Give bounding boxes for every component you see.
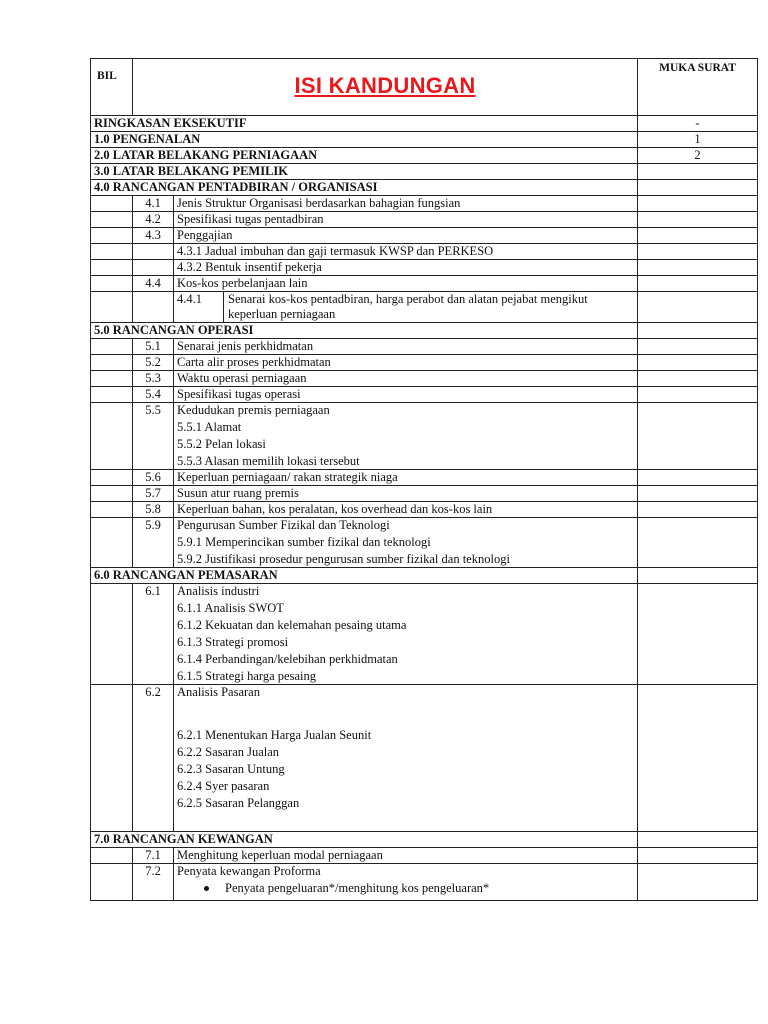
item-text: Carta alir proses perkhidmatan — [174, 355, 638, 371]
page-number: 1 — [638, 132, 758, 148]
sub-item-text: 6.2.5 Sasaran Pelanggan — [177, 796, 300, 810]
toc-row — [91, 584, 758, 685]
bil-header: BIL — [91, 59, 133, 116]
toc-row — [91, 848, 758, 864]
item-text-block — [174, 403, 638, 470]
item-number: 5.4 — [133, 387, 174, 403]
item-text: Analisis industri — [177, 584, 260, 598]
section-label: 5.0 RANCANGAN OPERASI — [91, 323, 638, 339]
sub-item-cell — [174, 292, 638, 323]
item-number: 6.1 — [133, 584, 174, 685]
toc-row — [91, 276, 758, 292]
page-number — [638, 164, 758, 180]
sub-item-text: 6.1.5 Strategi harga pesaing — [177, 669, 316, 683]
section-label: 2.0 LATAR BELAKANG PERNIAGAAN — [91, 148, 638, 164]
spacer — [177, 700, 634, 726]
sub-item-text: 6.1.2 Kekuatan dan kelemahan pesaing utama — [177, 618, 407, 632]
toc-row — [91, 212, 758, 228]
sub-item-text: 5.5.3 Alasan memilih lokasi tersebut — [177, 454, 360, 468]
muka-surat-header: MUKA SURAT — [638, 59, 758, 116]
sub-item-text: 6.1.3 Strategi promosi — [177, 635, 289, 649]
sub-item-text: 4.3.2 Bentuk insentif pekerja — [174, 260, 638, 276]
item-text: Kedudukan premis perniagaan — [177, 403, 330, 417]
page-number — [638, 832, 758, 848]
toc-row — [91, 518, 758, 568]
page-number — [638, 180, 758, 196]
item-number: 4.3 — [133, 228, 174, 244]
item-text: Spesifikasi tugas pentadbiran — [174, 212, 638, 228]
toc-row — [91, 502, 758, 518]
title-cell — [133, 59, 638, 116]
section-label: 1.0 PENGENALAN — [91, 132, 638, 148]
item-number: 5.7 — [133, 486, 174, 502]
item-number: 7.1 — [133, 848, 174, 864]
page-title: ISI KANDUNGAN — [294, 72, 476, 98]
sub-item-text: 5.5.2 Pelan lokasi — [177, 437, 266, 451]
sub-item-text: Senarai kos-kos pentadbiran, harga perabot dan alatan pejabat mengikut keperluan perniagaan — [224, 292, 638, 322]
sub-item-text: 6.2.1 Menentukan Harga Jualan Seunit — [177, 728, 372, 742]
toc-row — [91, 355, 758, 371]
item-number: 5.1 — [133, 339, 174, 355]
item-number: 5.5 — [133, 403, 174, 470]
toc-row — [91, 371, 758, 387]
toc-row-s4 — [91, 180, 758, 196]
item-number: 5.8 — [133, 502, 174, 518]
item-text: Susun atur ruang premis — [174, 486, 638, 502]
item-text-block — [174, 518, 638, 568]
item-number: 4.1 — [133, 196, 174, 212]
sub-item-text: 6.1.1 Analisis SWOT — [177, 601, 284, 615]
item-text: Penggajian — [174, 228, 638, 244]
toc-row — [91, 228, 758, 244]
item-text: Kos-kos perbelanjaan lain — [174, 276, 638, 292]
toc-row-s7 — [91, 832, 758, 848]
page-number: 2 — [638, 148, 758, 164]
sub-item-number: 4.4.1 — [177, 292, 202, 306]
toc-row — [91, 387, 758, 403]
sub-item-text: 6.2.3 Sasaran Untung — [177, 762, 285, 776]
item-text: Analisis Pasaran — [177, 685, 260, 699]
toc-row-s6 — [91, 568, 758, 584]
item-number: 5.9 — [133, 518, 174, 568]
section-label: 4.0 RANCANGAN PENTADBIRAN / ORGANISASI — [91, 180, 638, 196]
header-row — [91, 59, 758, 116]
item-text: Pengurusan Sumber Fizikal dan Teknologi — [177, 518, 390, 532]
toc-row — [91, 292, 758, 323]
page-number: - — [638, 116, 758, 132]
page-number — [638, 323, 758, 339]
item-text: Spesifikasi tugas operasi — [174, 387, 638, 403]
table-of-contents — [90, 58, 758, 901]
item-text-block — [174, 864, 638, 901]
toc-row — [91, 685, 758, 832]
section-label: RINGKASAN EKSEKUTIF — [91, 116, 638, 132]
item-text-block — [174, 584, 638, 685]
sub-item-text: 4.3.1 Jadual imbuhan dan gaji termasuk KWSP dan PERKESO — [174, 244, 638, 260]
item-text: Keperluan bahan, kos peralatan, kos overhead dan kos-kos lain — [174, 502, 638, 518]
sub-item-text: 6.1.4 Perbandingan/kelebihan perkhidmatan — [177, 652, 398, 666]
section-label: 3.0 LATAR BELAKANG PEMILIK — [91, 164, 638, 180]
item-text: Senarai jenis perkhidmatan — [174, 339, 638, 355]
item-number: 5.6 — [133, 470, 174, 486]
sub-item-text: 5.5.1 Alamat — [177, 420, 242, 434]
item-number: 5.2 — [133, 355, 174, 371]
section-label: 7.0 RANCANGAN KEWANGAN — [91, 832, 638, 848]
sub-item-text: 5.9.2 Justifikasi prosedur pengurusan sumber fizikal dan teknologi — [177, 552, 510, 566]
item-text: Penyata kewangan Proforma — [177, 864, 321, 878]
toc-row — [91, 339, 758, 355]
item-number: 7.2 — [133, 864, 174, 901]
toc-row-s5 — [91, 323, 758, 339]
item-number: 5.3 — [133, 371, 174, 387]
item-text: Waktu operasi perniagaan — [174, 371, 638, 387]
toc-row-s3 — [91, 164, 758, 180]
item-number: 4.2 — [133, 212, 174, 228]
toc-row-s1 — [91, 132, 758, 148]
item-text: Jenis Struktur Organisasi berdasarkan bahagian fungsian — [174, 196, 638, 212]
toc-row — [91, 864, 758, 901]
item-text: Menghitung keperluan modal perniagaan — [174, 848, 638, 864]
section-label: 6.0 RANCANGAN PEMASARAN — [91, 568, 638, 584]
item-number: 4.4 — [133, 276, 174, 292]
toc-row — [91, 403, 758, 470]
spacer — [177, 811, 634, 831]
toc-row — [91, 486, 758, 502]
toc-row-ringkasan — [91, 116, 758, 132]
item-text-block — [174, 685, 638, 832]
bullet-text: Penyata pengeluaran*/menghitung kos pengeluaran* — [225, 881, 490, 895]
toc-row-s2 — [91, 148, 758, 164]
sub-item-text: 6.2.2 Sasaran Jualan — [177, 745, 280, 759]
toc-row — [91, 196, 758, 212]
toc-row — [91, 470, 758, 486]
sub-item-text: 6.2.4 Syer pasaran — [177, 779, 270, 793]
sub-item-text: 5.9.1 Memperincikan sumber fizikal dan teknologi — [177, 535, 431, 549]
bullet-item — [177, 881, 634, 900]
item-number: 6.2 — [133, 685, 174, 832]
item-text: Keperluan perniagaan/ rakan strategik niaga — [174, 470, 638, 486]
toc-row — [91, 260, 758, 276]
bullet-icon — [204, 886, 209, 891]
toc-row — [91, 244, 758, 260]
page-number — [638, 568, 758, 584]
